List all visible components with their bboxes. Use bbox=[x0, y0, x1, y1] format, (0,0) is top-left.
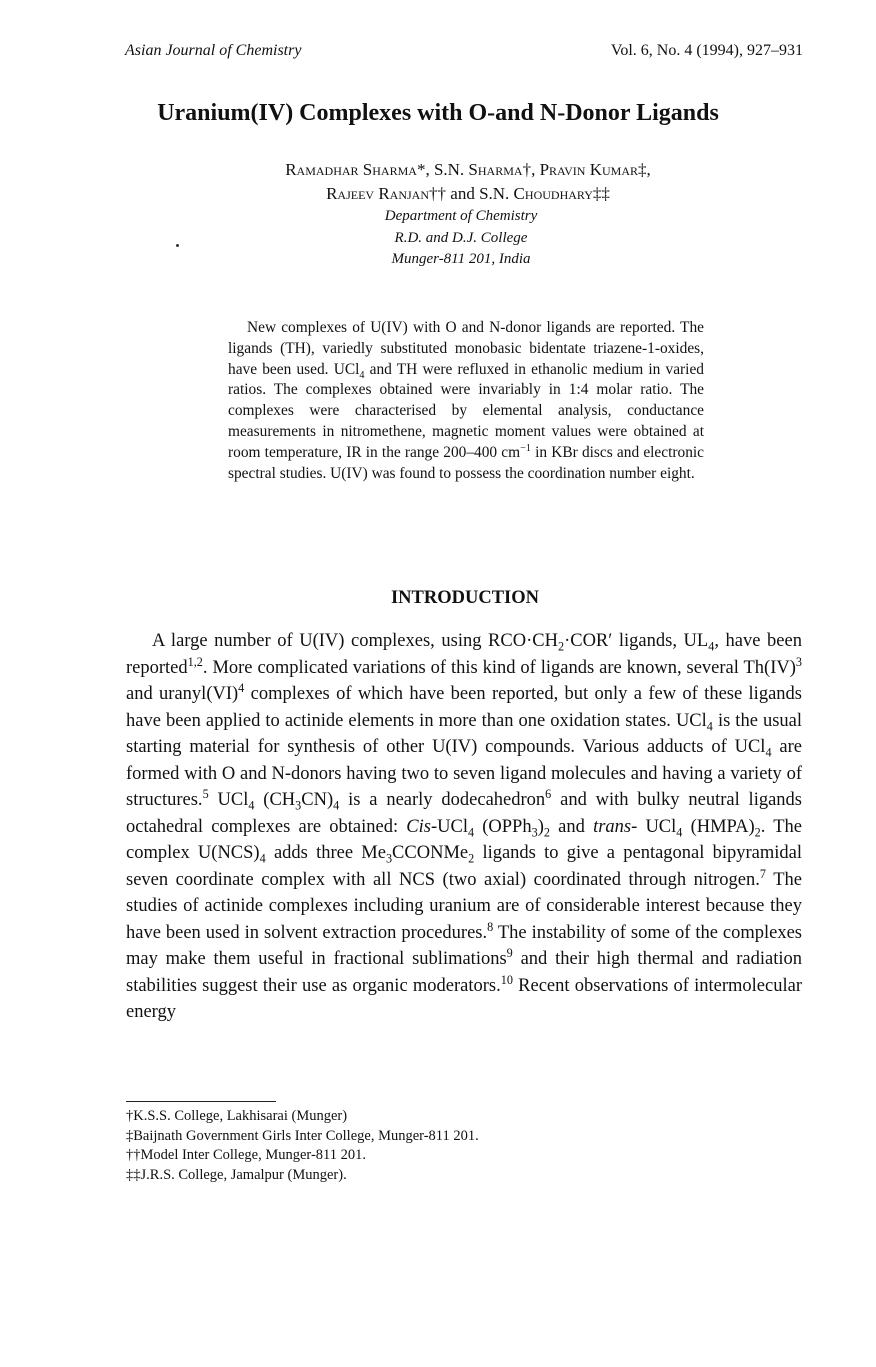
citation-ref: 3 bbox=[795, 654, 802, 669]
author-line-2 bbox=[0, 184, 876, 204]
subscript: 3 bbox=[531, 825, 538, 840]
subscript: 2 bbox=[557, 639, 565, 654]
text: are formed with O and N-donors having two to seven ligand molecules and having a variety of structures. bbox=[126, 737, 802, 810]
footnote: †K.S.S. College, Lakhisarai (Munger) bbox=[126, 1108, 348, 1124]
abstract bbox=[228, 318, 704, 484]
text: (CH bbox=[254, 790, 296, 810]
subscript: 4 bbox=[706, 719, 713, 734]
subscript: 3 bbox=[385, 851, 393, 866]
author-name: S.N. Choudhary bbox=[479, 184, 593, 203]
affiliation-department: Department of Chemistry bbox=[384, 208, 538, 224]
text: (HMPA) bbox=[682, 816, 755, 837]
citation-ref: 9 bbox=[506, 945, 513, 960]
citation-ref: 5 bbox=[202, 786, 209, 801]
subscript: 4 bbox=[359, 369, 365, 381]
author-mark: *, bbox=[416, 160, 434, 179]
author-name: Rajeev Ranjan bbox=[326, 184, 430, 203]
footnote-rule bbox=[126, 1101, 276, 1102]
footnotes bbox=[126, 1107, 479, 1185]
author-name: S.N. Sharma bbox=[433, 160, 523, 179]
subscript: 4 bbox=[467, 825, 475, 840]
text: - UCl bbox=[631, 816, 677, 837]
text: and bbox=[550, 816, 594, 837]
text: UCl bbox=[208, 790, 249, 810]
footnote: ‡‡J.R.S. College, Jamalpur (Munger). bbox=[126, 1166, 347, 1183]
text: A large number of U(IV) complexes, using RCO·CH bbox=[152, 631, 558, 651]
author-conjunction: and bbox=[446, 184, 480, 203]
journal-name: Asian Journal of Chemistry bbox=[125, 42, 302, 59]
footnote: ‡Baijnath Government Girls Inter College, Munger-811 201. bbox=[126, 1127, 479, 1144]
text: adds three Me bbox=[265, 843, 386, 863]
text: The studies of actinide complexes including uranium are of considerable interest because they have been used in solvent extraction procedures. bbox=[126, 869, 802, 943]
italic-text: trans bbox=[593, 816, 632, 837]
subscript: 4 bbox=[333, 798, 340, 813]
text: (OPPh bbox=[474, 816, 532, 837]
superscript: −1 bbox=[520, 442, 531, 454]
text: The instability of some of the complexes may make them useful in fractional sublimations bbox=[126, 922, 802, 969]
subscript: 2 bbox=[754, 825, 761, 840]
text: CCONMe bbox=[392, 843, 469, 863]
subscript: 2 bbox=[543, 825, 550, 840]
author-mark: †† bbox=[429, 184, 447, 203]
author-name: Ramadhar Sharma bbox=[285, 160, 417, 179]
subscript: 3 bbox=[295, 798, 302, 813]
text: is the usual starting material for synthesis of other U(IV) compounds. Various adducts of UCl bbox=[126, 710, 802, 757]
subscript: 4 bbox=[708, 639, 715, 654]
text: . More complicated variations of this kind of ligands are known, several Th(IV) bbox=[202, 657, 796, 678]
text: and uranyl(VI) bbox=[126, 684, 239, 704]
author-name: Pravin Kumar bbox=[539, 160, 639, 179]
author-mark: ‡, bbox=[638, 160, 651, 179]
affiliation-city: Munger-811 201, India bbox=[391, 251, 531, 267]
text: ·COR′ ligands, UL bbox=[564, 631, 709, 651]
author-mark: ‡‡ bbox=[592, 184, 610, 203]
author-line-1 bbox=[0, 160, 876, 180]
text: . The complex U(NCS) bbox=[126, 816, 803, 863]
text: -UCl bbox=[430, 816, 468, 837]
citation-ref: 4 bbox=[238, 680, 245, 695]
abstract-text: and TH were refluxed in ethanolic medium in varied ratios. The complexes obtained were invariably in 1:4 molar ratio. The complexes were characterised by elemental analysis, conductance measurements in nitromethene, magnetic moment values were obtained at room temperature, IR in the range 200–400 cm bbox=[228, 360, 704, 461]
italic-text: Cis bbox=[406, 816, 431, 837]
citation-ref: 1,2 bbox=[187, 654, 203, 669]
affiliation-college: R.D. and D.J. College bbox=[394, 230, 528, 246]
subscript: 4 bbox=[248, 798, 255, 813]
text: ligands to give a pentagonal bipyramidal seven coordinate complex with all NCS (two axial) coordinated through nitrogen. bbox=[126, 843, 803, 890]
subscript: 4 bbox=[259, 851, 266, 866]
section-heading: INTRODUCTION bbox=[390, 588, 540, 608]
subscript: 4 bbox=[765, 745, 772, 760]
abstract-text: New complexes of U(IV) with O and N-donor ligands are reported. The ligands (TH), variedly substituted monobasic bidentate triazene-1-oxides, have been used. UCl bbox=[228, 319, 704, 378]
citation-ref: 6 bbox=[545, 786, 552, 801]
stray-mark bbox=[176, 244, 179, 247]
text: and with bulky neutral ligands octahedral complexes are obtained: bbox=[126, 790, 803, 837]
text: , have been reported bbox=[126, 631, 802, 678]
paper-title: Uranium(IV) Complexes with O-and N-Donor Ligands bbox=[157, 100, 719, 126]
footnote: ††Model Inter College, Munger-811 201. bbox=[126, 1147, 366, 1163]
citation-ref: 8 bbox=[487, 919, 494, 934]
text: complexes of which have been reported, but only a few of these ligands have been applied to actinide elements in more than one oxidation states. UCl bbox=[126, 684, 802, 731]
abstract-text: in KBr discs and electronic spectral studies. U(IV) was found to possess the coordination number eight. bbox=[228, 443, 704, 482]
text: CN) bbox=[301, 790, 334, 810]
introduction-body bbox=[126, 628, 802, 1026]
subscript: 4 bbox=[676, 825, 683, 840]
text: is a nearly dodecahedron bbox=[339, 790, 546, 810]
subscript: 2 bbox=[468, 851, 475, 866]
author-mark: †, bbox=[522, 160, 540, 179]
citation-ref: 10 bbox=[500, 972, 513, 987]
text: Recent observations of intermolecular energy bbox=[126, 975, 802, 1022]
volume-info: Vol. 6, No. 4 (1994), 927–931 bbox=[610, 42, 803, 59]
citation-ref: 7 bbox=[759, 866, 767, 881]
text: and their high thermal and radiation stabilities suggest their use as organic moderators. bbox=[126, 949, 802, 996]
text: ) bbox=[537, 816, 544, 837]
